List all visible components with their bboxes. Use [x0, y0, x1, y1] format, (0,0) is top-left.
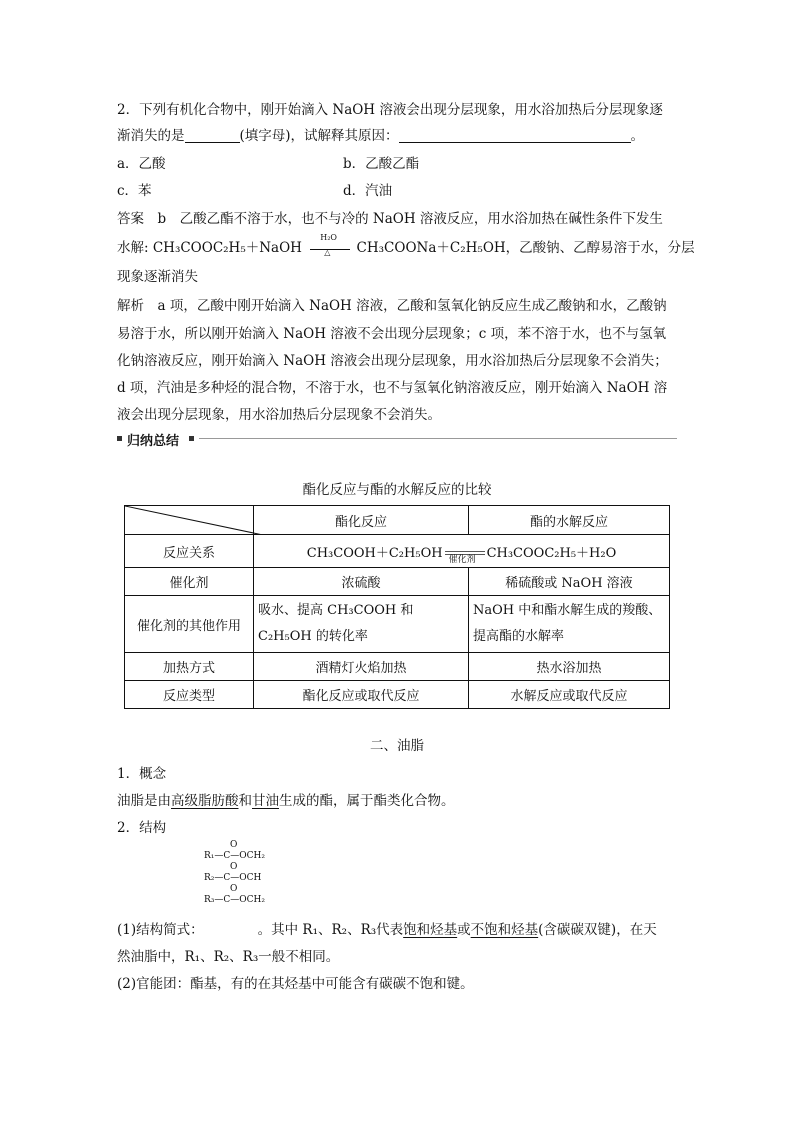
analysis-line5: 液会出现分层现象，用水浴加热后分层现象不会消失。	[117, 407, 441, 423]
summary-heading	[117, 430, 677, 449]
col-header-esterification: 酯化反应	[254, 506, 469, 535]
text: 。其中 R₁、R₂、R₃代表	[257, 922, 404, 938]
row-label: 反应类型	[125, 681, 254, 709]
functional-group-note: (2)官能团：酯基，有的在其烃基中可能含有碳碳不饱和键。	[117, 976, 474, 992]
analysis-line3: 化钠溶液反应，刚开始滴入 NaOH 溶液会出现分层现象，用水浴加热后分层现象不会消失；	[117, 353, 668, 369]
arrow-condition-top: H₂O	[320, 232, 337, 242]
text: 或	[457, 922, 471, 938]
subheading-concept: 1．概念	[117, 766, 167, 782]
option-c: c．苯	[117, 183, 152, 199]
option-a: a．乙酸	[117, 156, 166, 172]
row-label: 催化剂	[125, 568, 254, 596]
structure-note-line2: 然油脂中，R₁、R₂、R₃一般不相同。	[117, 949, 340, 965]
reason-blank	[399, 128, 631, 143]
equation-left: 水解: CH₃COOC₂H₅＋NaOH	[117, 240, 302, 256]
analysis-line2: 易溶于水，所以刚开始滴入 NaOH 溶液不会出现分层现象；c 项，苯不溶于水，也不与氢氧	[117, 326, 667, 342]
ester-row-2: R₂—C—OCH	[204, 873, 262, 883]
option-b: b．乙酸乙酯	[343, 156, 420, 172]
underlined-term: 不饱和烃基	[470, 922, 539, 938]
catalyst-label: 催化剂	[448, 555, 476, 565]
equation-right: CH₃COONa＋C₂H₅OH，乙酸钠、乙醇易溶于水，分层	[356, 240, 695, 256]
underlined-term: 饱和烃基	[403, 922, 458, 938]
cell: 吸水、提高 CH₃COOH 和 C₂H₅OH 的转化率	[254, 596, 469, 653]
answer-line2	[117, 232, 695, 257]
table-title: 酯化反应与酯的水解反应的比较	[302, 482, 492, 498]
cell: 酯化反应或取代反应	[254, 681, 469, 709]
analysis-line1: 解析 a 项，乙酸中刚开始滴入 NaOH 溶液，乙酸和氢氧化钠反应生成乙酸钠和水，乙酸钠	[117, 298, 667, 314]
answer-line3: 现象逐渐消失	[117, 269, 198, 285]
subheading-structure: 2．结构	[117, 820, 167, 836]
text: 油脂是由	[117, 793, 171, 809]
row-label: 反应关系	[125, 535, 254, 568]
structure-note-line1	[117, 918, 657, 938]
answer-line1: 答案 b 乙酸乙酯不溶于水，也不与冷的 NaOH 溶液反应，用水浴加热在碱性条件下发生	[117, 211, 663, 227]
carbonyl-o: O	[230, 840, 238, 850]
square-bullet-icon	[117, 436, 122, 441]
stem-text: 渐消失的是	[117, 128, 185, 144]
stem-text: (填字母)，试解释其原因：	[239, 128, 399, 144]
comparison-table	[124, 505, 670, 709]
cell: 热水浴加热	[469, 653, 670, 681]
cell: 浓硫酸	[254, 568, 469, 596]
underlined-term: 甘油	[252, 793, 279, 809]
reaction-relation-cell	[254, 535, 670, 568]
ester-row-1: R₁—C—OCH₂	[204, 851, 265, 861]
eq-right: CH₃COOC₂H₅＋H₂O	[486, 545, 617, 561]
carbonyl-o: O	[230, 884, 238, 894]
analysis-line4: d 项，汽油是多种烃的混合物，不溶于水，也不与氢氧化钠溶液反应，刚开始滴入 NaOH 溶	[117, 380, 668, 396]
definition	[117, 789, 455, 809]
carbonyl-o: O	[230, 862, 238, 872]
cell: 水解反应或取代反应	[469, 681, 670, 709]
square-bullet-icon	[189, 436, 194, 441]
reversible-arrow	[443, 546, 487, 565]
row-label: 加热方式	[125, 653, 254, 681]
triglyceride-structure	[204, 840, 265, 906]
row-label: 催化剂的其他作用	[125, 596, 254, 653]
summary-heading-text: 归纳总结	[127, 434, 180, 449]
diagonal-header-cell	[125, 506, 254, 535]
diagonal-line	[125, 506, 263, 535]
option-d: d．汽油	[343, 183, 393, 199]
question-stem-line1: 2．下列有机化合物中，刚开始滴入 NaOH 溶液会出现分层现象，用水浴加热后分层现象逐	[117, 102, 663, 118]
text: 和	[238, 793, 252, 809]
text: 生成的酯，属于酯类化合物。	[279, 793, 455, 809]
arrow-condition-bottom: △	[324, 247, 331, 257]
eq-left: CH₃COOH＋C₂H₅OH	[306, 545, 443, 561]
question-stem-line2	[117, 124, 644, 144]
cell: NaOH 中和酯水解生成的羧酸、提高酯的水解率	[469, 596, 670, 653]
reaction-arrow	[306, 232, 352, 257]
heading-rule	[199, 438, 677, 439]
underlined-term: 高级脂肪酸	[171, 793, 239, 809]
cell: 稀硫酸或 NaOH 溶液	[469, 568, 670, 596]
answer-blank	[185, 128, 240, 143]
col-header-hydrolysis: 酯的水解反应	[469, 506, 670, 535]
text: (1)结构简式：	[117, 922, 204, 938]
cell: 酒精灯火焰加热	[254, 653, 469, 681]
text: (含碳碳双键)，在天	[538, 922, 657, 938]
section-title: 二、油脂	[370, 738, 424, 754]
ester-row-3: R₃—C—OCH₂	[204, 895, 265, 905]
stem-text: 。	[630, 128, 645, 144]
